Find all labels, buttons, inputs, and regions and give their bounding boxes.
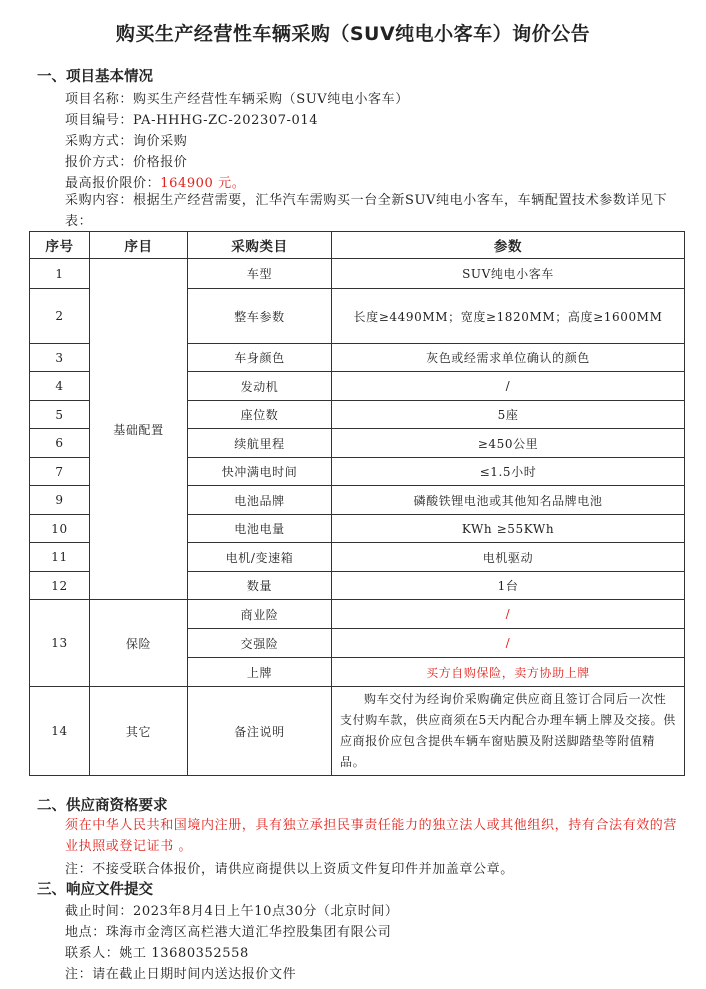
row-no: 14 [30,687,90,776]
row-item: 电池电量 [188,515,332,543]
section-heading-supplier: 二、供应商资格要求 [37,798,168,814]
row-param: KWh ≥55KWh [332,515,685,543]
supplier-note: 注：不接受联合体报价，请供应商提供以上资质文件复印件并加盖章公章。 [65,862,514,877]
row-no: 7 [30,458,90,486]
submission-note: 注：请在截止日期时间内送达报价文件 [65,967,297,982]
header-param: 参数 [332,232,685,259]
row-no: 10 [30,515,90,543]
address: 地点：珠海市金湾区高栏港大道汇华控股集团有限公司 [65,925,392,940]
page-title: 购买生产经营性车辆采购（SUV纯电小客车）询价公告 [115,23,591,45]
row-no: 6 [30,429,90,458]
group-other: 其它 [90,687,188,776]
max-price-value: 164900 元。 [160,176,246,191]
table-header-row [30,232,685,259]
row-no: 11 [30,543,90,572]
row-item: 发动机 [188,372,332,401]
group-basic-config: 基础配置 [90,259,188,600]
row-param: 5座 [332,401,685,429]
row-param: SUV纯电小客车 [332,259,685,289]
row-param: ≥450公里 [332,429,685,458]
max-price [65,172,245,191]
row-no: 12 [30,572,90,600]
row-no: 3 [30,344,90,372]
row-item: 车身颜色 [188,344,332,372]
procurement-method: 采购方式：询价采购 [65,134,188,149]
header-category: 序目 [90,232,188,259]
row-item: 电池品牌 [188,486,332,515]
procurement-content: 采购内容：根据生产经营需要，汇华汽车需购买一台全新SUV纯电小客车，车辆配置技术参数详见下表： [65,193,668,229]
row-param: ≤1.5小时 [332,458,685,486]
row-item: 整车参数 [188,289,332,344]
project-name: 项目名称：购买生产经营性车辆采购（SUV纯电小客车） [65,92,409,107]
row-no: 4 [30,372,90,401]
row-item: 商业险 [188,600,332,629]
row-param: / [332,629,685,658]
row-param: 长度≥4490MM；宽度≥1820MM；高度≥1600MM [332,289,685,344]
row-item: 上牌 [188,658,332,687]
row-param-notes: 购车交付为经询价采购确定供应商且签订合同后一次性支付购车款，供应商须在5天内配合办理车辆上牌及交接。供应商报价应包含提供车辆车窗贴膜及附送脚踏垫等附值精品。 [332,687,685,776]
spec-table [29,231,685,776]
row-item: 座位数 [188,401,332,429]
row-no: 1 [30,259,90,289]
row-param: 磷酸铁锂电池或其他知名品牌电池 [332,486,685,515]
group-insurance: 保险 [90,600,188,687]
row-item: 车型 [188,259,332,289]
row-param: 买方自购保险，卖方协助上牌 [332,658,685,687]
section-heading-project-info: 一、项目基本情况 [37,69,153,85]
row-no: 9 [30,486,90,515]
row-item: 续航里程 [188,429,332,458]
contact: 联系人：姚工 13680352558 [65,946,249,961]
row-param: / [332,600,685,629]
row-item: 电机/变速箱 [188,543,332,572]
header-no: 序号 [30,232,90,259]
row-no: 5 [30,401,90,429]
row-param: / [332,372,685,401]
max-price-label: 最高报价限价： [65,176,161,191]
row-item: 数量 [188,572,332,600]
header-item: 采购类目 [188,232,332,259]
quote-method: 报价方式：价格报价 [65,155,188,170]
section-heading-submission: 三、响应文件提交 [37,882,153,898]
row-param: 电机驱动 [332,543,685,572]
project-number: 项目编号：PA-HHHG-ZC-202307-014 [65,113,319,128]
row-param: 灰色或经需求单位确认的颜色 [332,344,685,372]
row-no: 13 [30,600,90,687]
row-item: 交强险 [188,629,332,658]
table-row [30,687,685,776]
row-item: 备注说明 [188,687,332,776]
table-row [30,259,685,289]
supplier-requirement: 须在中华人民共和国境内注册，具有独立承担民事责任能力的独立法人或其他组织，持有合法有效的营业执照或登记证书 。 [65,818,678,854]
table-row [30,600,685,629]
deadline: 截止时间：2023年8月4日上午10点30分（北京时间） [65,904,399,919]
row-no: 2 [30,289,90,344]
row-param: 1台 [332,572,685,600]
row-item: 快冲满电时间 [188,458,332,486]
